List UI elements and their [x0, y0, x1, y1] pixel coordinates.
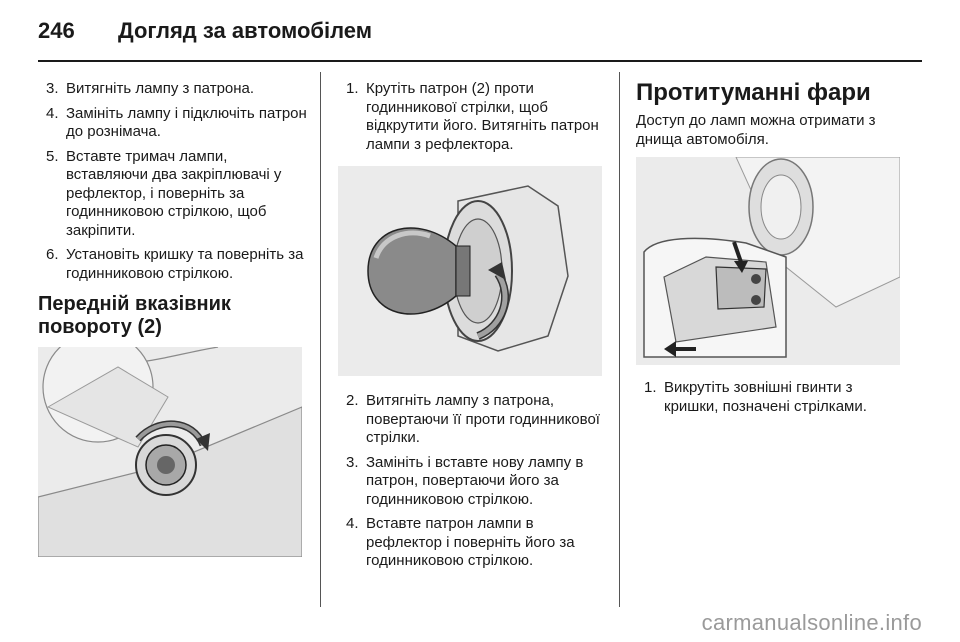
list-item: 3. Витягніть лампу з патрона. — [46, 80, 255, 97]
page-header — [38, 14, 922, 48]
intro-paragraph: Доступ до ламп можна отримати з днища автомобіля. — [636, 112, 876, 148]
column-left — [38, 80, 308, 557]
column-right — [636, 80, 902, 422]
column-divider-1 — [320, 72, 321, 607]
steps-list-left — [38, 80, 308, 283]
section-heading-fog-lights: Протитуманні фари — [636, 79, 871, 106]
list-item: 4. Замініть лампу і підключіть патрон до рознімача. — [46, 104, 307, 140]
page-title: Догляд за автомобілем — [118, 18, 373, 43]
column-divider-2 — [619, 72, 620, 607]
section-heading-turn-signal: Передній вказівник повороту (2) — [38, 293, 231, 338]
column-middle — [338, 80, 602, 577]
steps-list-right — [636, 379, 902, 416]
watermark: carmanualsonline.info — [701, 610, 922, 635]
list-item: 3. Замініть і вставте нову лампу в патрон, повертаючи його за годинниковою стрілкою. — [346, 453, 584, 508]
page-number: 246 — [38, 18, 75, 43]
list-item: 2. Витягніть лампу з патрона, повертаючи її проти годинникової стрілки. — [346, 392, 600, 446]
turn-signal-socket-illustration — [38, 347, 302, 557]
fog-light-cover-illustration — [636, 157, 900, 365]
bulb-socket-illustration — [338, 166, 602, 376]
list-item: 6. Установіть кришку та поверніть за годинниковою стрілкою. — [46, 246, 304, 282]
list-item: 5. Вставте тримач лампи, вставляючи два закріплювачі у рефлектор, і поверніть за годинниковою стрілкою, щоб закріпити. — [46, 147, 282, 239]
list-item: 4. Вставте патрон лампи в рефлектор і поверніть його за годинниковою стрілкою. — [346, 515, 575, 569]
steps-list-middle-bottom — [338, 392, 602, 571]
list-item: 1. Крутіть патрон (2) проти годинникової стрілки, щоб відкрутити його. Витягніть патрон лампи з рефлектора. — [346, 80, 599, 153]
list-item: 1. Викрутіть зовнішні гвинти з кришки, позначені стрілками. — [644, 379, 867, 415]
header-divider — [38, 60, 922, 62]
steps-list-middle-top — [338, 80, 602, 154]
